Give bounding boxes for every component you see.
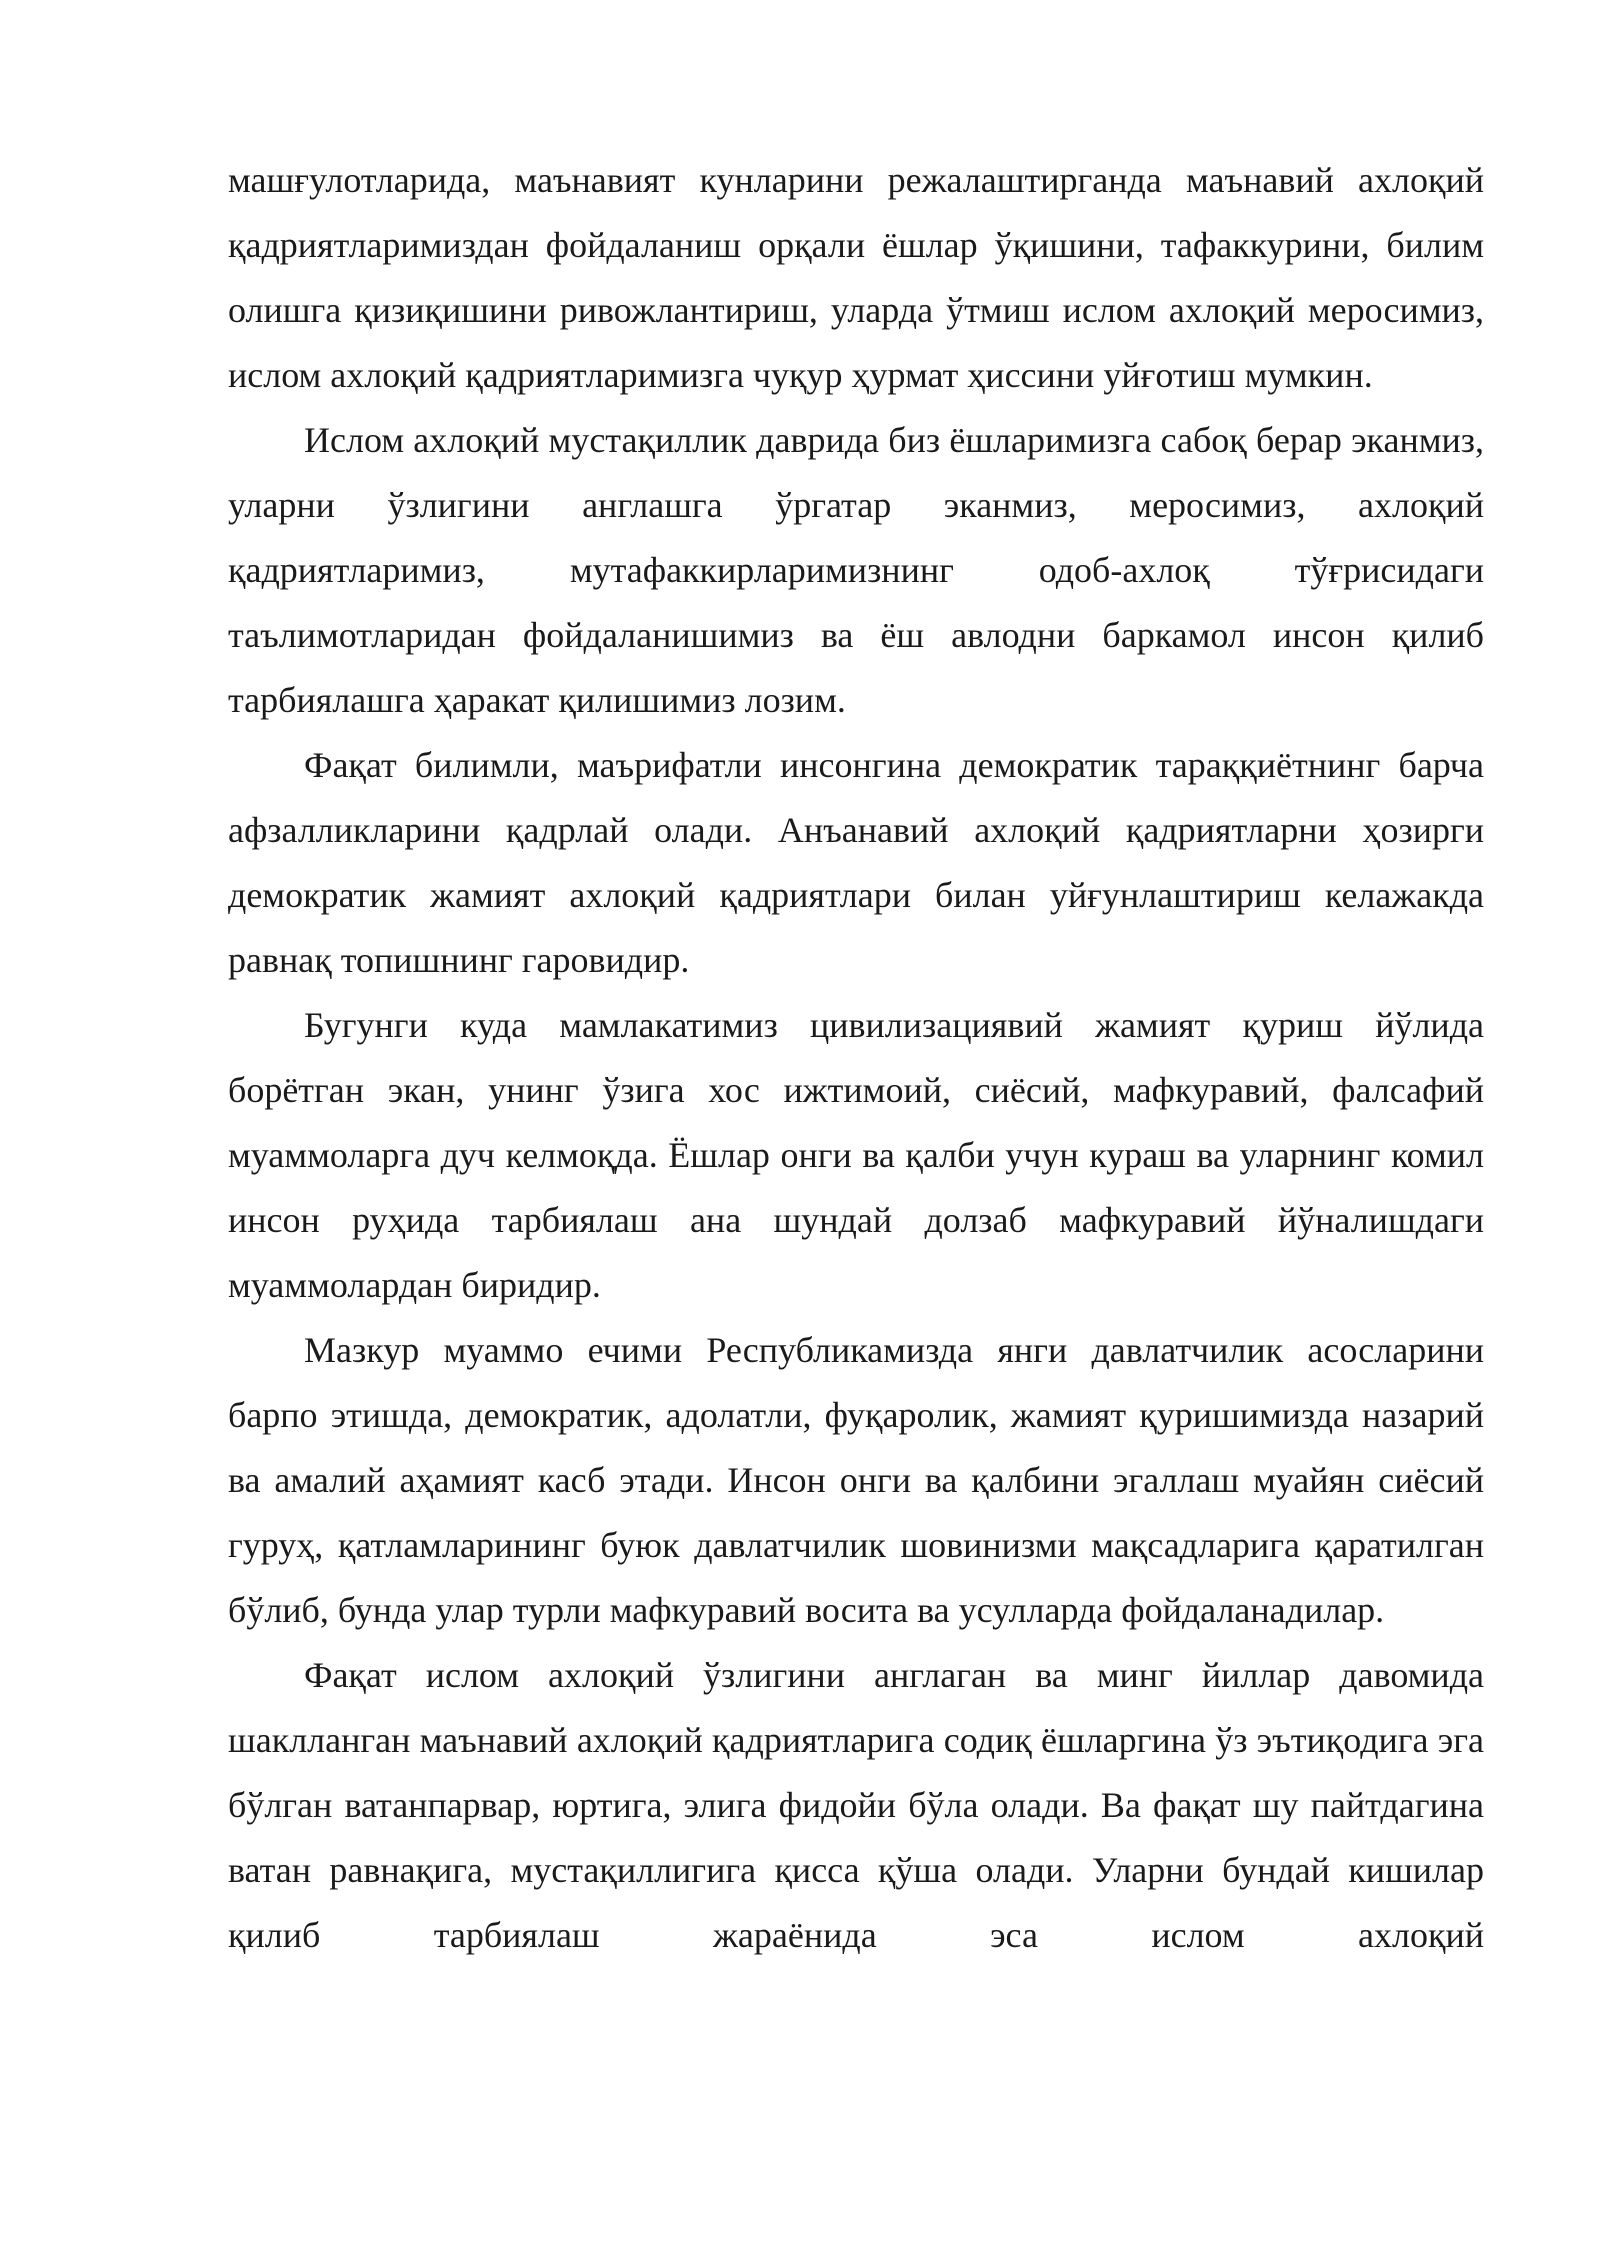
document-body <box>228 148 1484 1968</box>
paragraph-1: машғулотларида, маънавият кунларини режалаштирганда маънавий ахлоқий қадриятларимиздан фойдаланиш орқали ёшлар ўқишини, тафаккурини, билим олишга қизиқишини ривожлантириш, уларда ўтмиш ислом ахлоқий меросимиз, ислом ахлоқий қадриятларимизга чуқур ҳурмат ҳиссини уйғотиш мумкин. <box>228 160 1484 395</box>
paragraph-4: Бугунги куда мамлакатимиз цивилизациявий жамият қуриш йўлида борётган экан, унинг ўзига хос ижтимоий, сиёсий, мафкуравий, фалсафий муаммоларга дуч келмоқда. Ёшлар онги ва қалби учун кураш ва уларнинг комил инсон руҳида тарбиялаш ана шундай долзаб мафкуравий йўналишдаги муаммолардан биридир. <box>228 1005 1484 1305</box>
paragraph-2: Ислом ахлоқий мустақиллик даврида биз ёшларимизга сабоқ берар эканмиз, уларни ўзлигини англашга ўргатар эканмиз, меросимиз, ахлоқий қадриятларимиз, мутафаккирларимизнинг одоб-ахлоқ тўғрисидаги таълимотларидан фойдаланишимиз ва ёш авлодни баркамол инсон қилиб тарбиялашга ҳаракат қилишимиз лозим. <box>228 420 1484 720</box>
paragraph-3: Фақат билимли, маърифатли инсонгина демократик тараққиётнинг барча афзалликларини қадрлай олади. Анъанавий ахлоқий қадриятларни ҳозирги демократик жамият ахлоқий қадриятлари билан уйғунлаштириш келажакда равнақ топишнинг гаровидир. <box>228 745 1484 980</box>
paragraph-5: Мазкур муаммо ечими Республикамизда янги давлатчилик асосларини барпо этишда, демократик, адолатли, фуқаролик, жамият қуришимизда назарий ва амалий аҳамият касб этади. Инсон онги ва қалбини эгаллаш муайян сиёсий гуруҳ, қатламларининг буюк давлатчилик шовинизми мақсадларига қаратилган бўлиб, бунда улар турли мафкуравий восита ва усулларда фойдаланадилар. <box>228 1330 1484 1630</box>
paragraph-6: Фақат ислом ахлоқий ўзлигини англаган ва минг йиллар давомида шаклланган маънавий ахлоқий қадриятларига содиқ ёшларгина ўз эътиқодига эга бўлган ватанпарвар, юртига, элига фидойи бўла олади. Ва фақат шу пайтдагина ватан равнақига, мустақиллигига қисса қўша олади. Уларни бундай кишилар қилиб тарбиялаш жараёнида эса ислом ахлоқий <box>228 1655 1484 1955</box>
